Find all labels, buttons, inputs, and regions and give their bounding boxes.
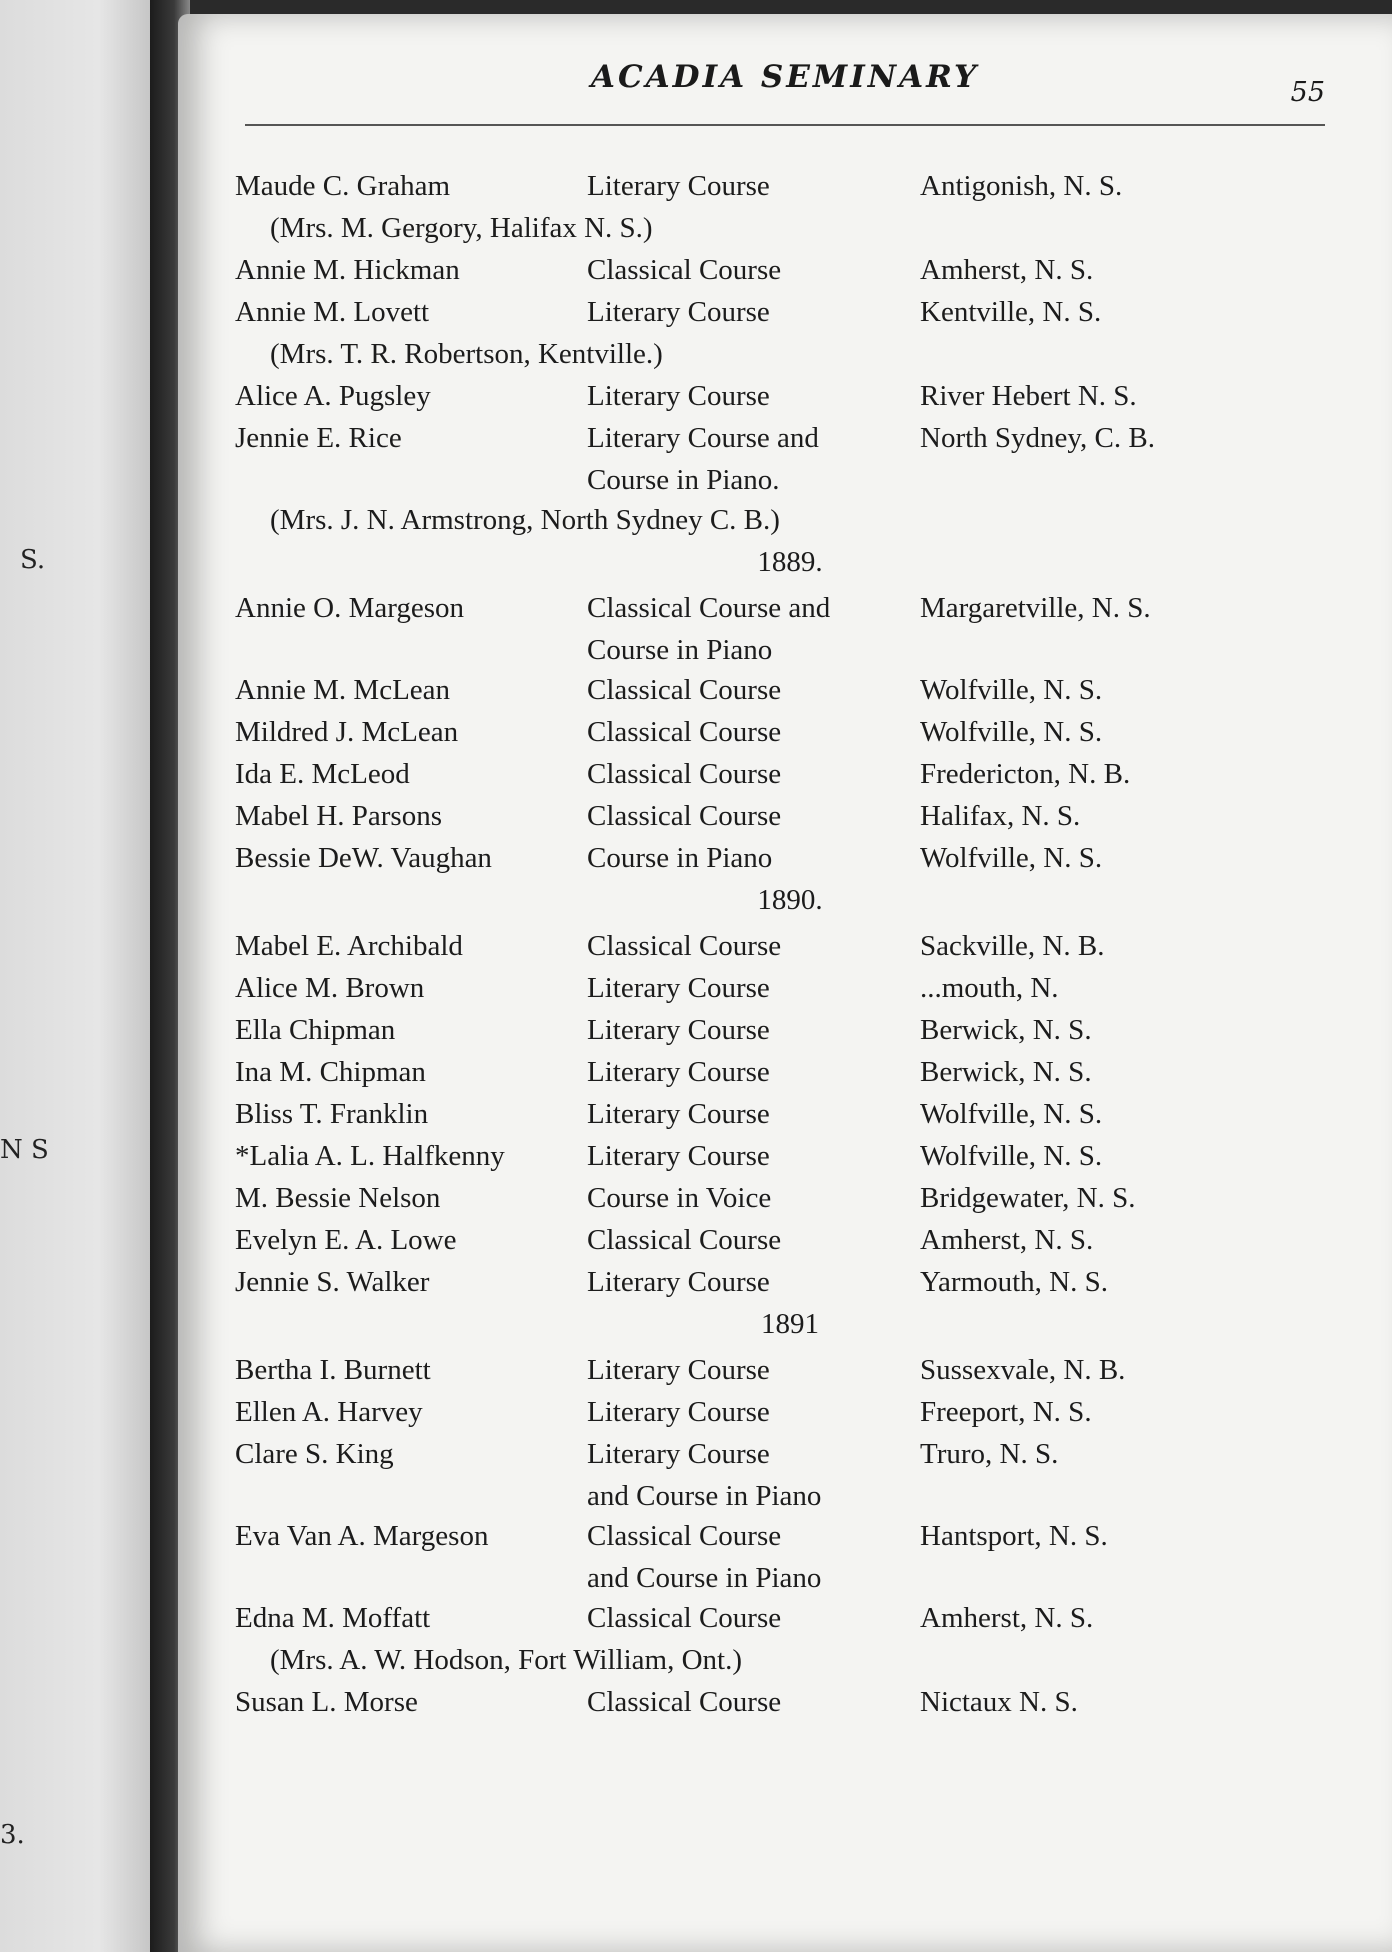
course-name: Literary Course <box>587 972 770 1004</box>
list-item <box>205 380 1335 422</box>
married-name-note: (Mrs. T. R. Robertson, Kentville.) <box>270 338 663 370</box>
hometown: Wolfville, N. S. <box>920 842 1103 874</box>
year-heading <box>205 546 1335 592</box>
course-name: Literary Course and <box>587 422 819 454</box>
student-name: Eva Van A. Margeson <box>235 1520 489 1552</box>
hometown: Amherst, N. S. <box>920 1602 1094 1634</box>
hometown: Nictaux N. S. <box>920 1686 1078 1718</box>
page-header <box>245 55 1325 125</box>
course-name: Literary Course <box>587 170 770 202</box>
course-name: Literary Course <box>587 1098 770 1130</box>
list-item <box>205 842 1335 884</box>
course-continuation-row <box>205 1480 1335 1520</box>
left-page-fragment: N S <box>0 1135 49 1165</box>
hometown: Freeport, N. S. <box>920 1396 1092 1428</box>
hometown: Sackville, N. B. <box>920 930 1105 962</box>
course-name: Classical Course <box>587 800 782 832</box>
hometown: Wolfville, N. S. <box>920 1140 1103 1172</box>
hometown: Berwick, N. S. <box>920 1056 1092 1088</box>
course-name: Literary Course <box>587 1354 770 1386</box>
left-page-edge <box>0 0 165 1952</box>
hometown: River Hebert N. S. <box>920 380 1137 412</box>
course-name: Course in Piano <box>587 842 773 874</box>
list-item <box>205 1140 1335 1182</box>
student-name: Ella Chipman <box>235 1014 396 1046</box>
married-name-note: (Mrs. J. N. Armstrong, North Sydney C. B.) <box>270 504 780 536</box>
course-name: Literary Course <box>587 1140 770 1172</box>
course-continuation-row <box>205 1562 1335 1602</box>
student-name: Ellen A. Harvey <box>235 1396 423 1428</box>
list-item <box>205 1224 1335 1266</box>
course-name: Course in Voice <box>587 1182 772 1214</box>
student-name: Susan L. Morse <box>235 1686 418 1718</box>
student-name: M. Bessie Nelson <box>235 1182 441 1214</box>
course-name: Literary Course <box>587 1266 770 1298</box>
year-section <box>205 884 1335 1308</box>
student-name: Clare S. King <box>235 1438 394 1470</box>
hometown: Sussexvale, N. B. <box>920 1354 1126 1386</box>
list-item <box>205 1520 1335 1562</box>
course-name: Literary Course <box>587 296 770 328</box>
course-name: Classical Course <box>587 758 782 790</box>
list-item <box>205 170 1335 212</box>
list-item <box>205 1098 1335 1140</box>
list-item <box>205 1182 1335 1224</box>
student-name: Evelyn E. A. Lowe <box>235 1224 457 1256</box>
list-item <box>205 1602 1335 1644</box>
student-name: Alice A. Pugsley <box>235 380 431 412</box>
hometown: Wolfville, N. S. <box>920 1098 1103 1130</box>
hometown: Margaretville, N. S. <box>920 592 1151 624</box>
hometown: ...mouth, N. <box>920 972 1059 1004</box>
hometown: North Sydney, C. B. <box>920 422 1155 454</box>
left-page-fragment: 3. <box>0 1820 25 1850</box>
student-name: Mabel E. Archibald <box>235 930 463 962</box>
course-name: Classical Course <box>587 1686 782 1718</box>
year-label: 1890. <box>757 884 823 916</box>
course-name: Classical Course <box>587 1224 782 1256</box>
list-item <box>205 758 1335 800</box>
hometown: Berwick, N. S. <box>920 1014 1092 1046</box>
list-item <box>205 1266 1335 1308</box>
list-item <box>205 972 1335 1014</box>
hometown: Kentville, N. S. <box>920 296 1102 328</box>
student-name: Ida E. McLeod <box>235 758 410 790</box>
student-name: Mildred J. McLean <box>235 716 459 748</box>
student-name: Annie M. Hickman <box>235 254 460 286</box>
course-continuation: and Course in Piano <box>587 1562 822 1594</box>
student-name: *Lalia A. L. Halfkenny <box>235 1140 505 1172</box>
student-name: Annie M. Lovett <box>235 296 430 328</box>
hometown: Wolfville, N. S. <box>920 716 1103 748</box>
married-name-note: (Mrs. A. W. Hodson, Fort William, Ont.) <box>270 1644 742 1676</box>
year-section <box>205 546 1335 884</box>
course-name: Classical Course and <box>587 592 831 624</box>
list-item <box>205 1354 1335 1396</box>
header-rule <box>245 124 1325 126</box>
year-heading <box>205 884 1335 930</box>
list-item <box>205 592 1335 634</box>
married-name-row <box>205 338 1335 380</box>
student-name: Jennie E. Rice <box>235 422 402 454</box>
course-name: Literary Course <box>587 380 770 412</box>
alumnae-list <box>205 170 1335 1728</box>
course-continuation-row <box>205 464 1335 504</box>
list-item <box>205 1438 1335 1480</box>
year-section <box>205 1308 1335 1728</box>
hometown: Halifax, N. S. <box>920 800 1081 832</box>
student-name: Jennie S. Walker <box>235 1266 430 1298</box>
list-item <box>205 422 1335 464</box>
course-name: Literary Course <box>587 1014 770 1046</box>
running-title: ACADIA SEMINARY <box>590 59 980 95</box>
course-name: Literary Course <box>587 1438 770 1470</box>
hometown: Yarmouth, N. S. <box>920 1266 1109 1298</box>
hometown: Amherst, N. S. <box>920 1224 1094 1256</box>
list-item <box>205 1686 1335 1728</box>
list-item <box>205 1014 1335 1056</box>
student-name: Maude C. Graham <box>235 170 451 202</box>
course-name: Classical Course <box>587 1520 782 1552</box>
list-item <box>205 674 1335 716</box>
student-name: Alice M. Brown <box>235 972 425 1004</box>
course-continuation: Course in Piano. <box>587 464 780 496</box>
hometown: Truro, N. S. <box>920 1438 1059 1470</box>
hometown: Antigonish, N. S. <box>920 170 1123 202</box>
student-name: Mabel H. Parsons <box>235 800 443 832</box>
list-item <box>205 716 1335 758</box>
course-name: Classical Course <box>587 930 782 962</box>
student-name: Bertha I. Burnett <box>235 1354 431 1386</box>
year-heading <box>205 1308 1335 1354</box>
course-continuation: and Course in Piano <box>587 1480 822 1512</box>
course-continuation: Course in Piano <box>587 634 773 666</box>
course-name: Classical Course <box>587 674 782 706</box>
year-section <box>205 170 1335 546</box>
student-name: Annie M. McLean <box>235 674 451 706</box>
list-item <box>205 1056 1335 1098</box>
course-name: Classical Course <box>587 1602 782 1634</box>
left-page-fragment: S. <box>20 545 46 575</box>
married-name-row <box>205 212 1335 254</box>
year-label: 1889. <box>757 546 823 578</box>
course-continuation-row <box>205 634 1335 674</box>
hometown: Bridgewater, N. S. <box>920 1182 1136 1214</box>
course-name: Literary Course <box>587 1056 770 1088</box>
student-name: Edna M. Moffatt <box>235 1602 431 1634</box>
married-name-note: (Mrs. M. Gergory, Halifax N. S.) <box>270 212 653 244</box>
list-item <box>205 296 1335 338</box>
student-name: Ina M. Chipman <box>235 1056 426 1088</box>
list-item <box>205 800 1335 842</box>
year-label: 1891 <box>761 1308 819 1340</box>
married-name-row <box>205 1644 1335 1686</box>
list-item <box>205 1396 1335 1438</box>
student-name: Bessie DeW. Vaughan <box>235 842 492 874</box>
student-name: Annie O. Margeson <box>235 592 465 624</box>
hometown: Wolfville, N. S. <box>920 674 1103 706</box>
hometown: Hantsport, N. S. <box>920 1520 1108 1552</box>
course-name: Literary Course <box>587 1396 770 1428</box>
page-number: 55 <box>1290 77 1325 108</box>
married-name-row <box>205 504 1335 546</box>
course-name: Classical Course <box>587 254 782 286</box>
hometown: Amherst, N. S. <box>920 254 1094 286</box>
list-item <box>205 254 1335 296</box>
course-name: Classical Course <box>587 716 782 748</box>
student-name: Bliss T. Franklin <box>235 1098 429 1130</box>
list-item <box>205 930 1335 972</box>
hometown: Fredericton, N. B. <box>920 758 1131 790</box>
